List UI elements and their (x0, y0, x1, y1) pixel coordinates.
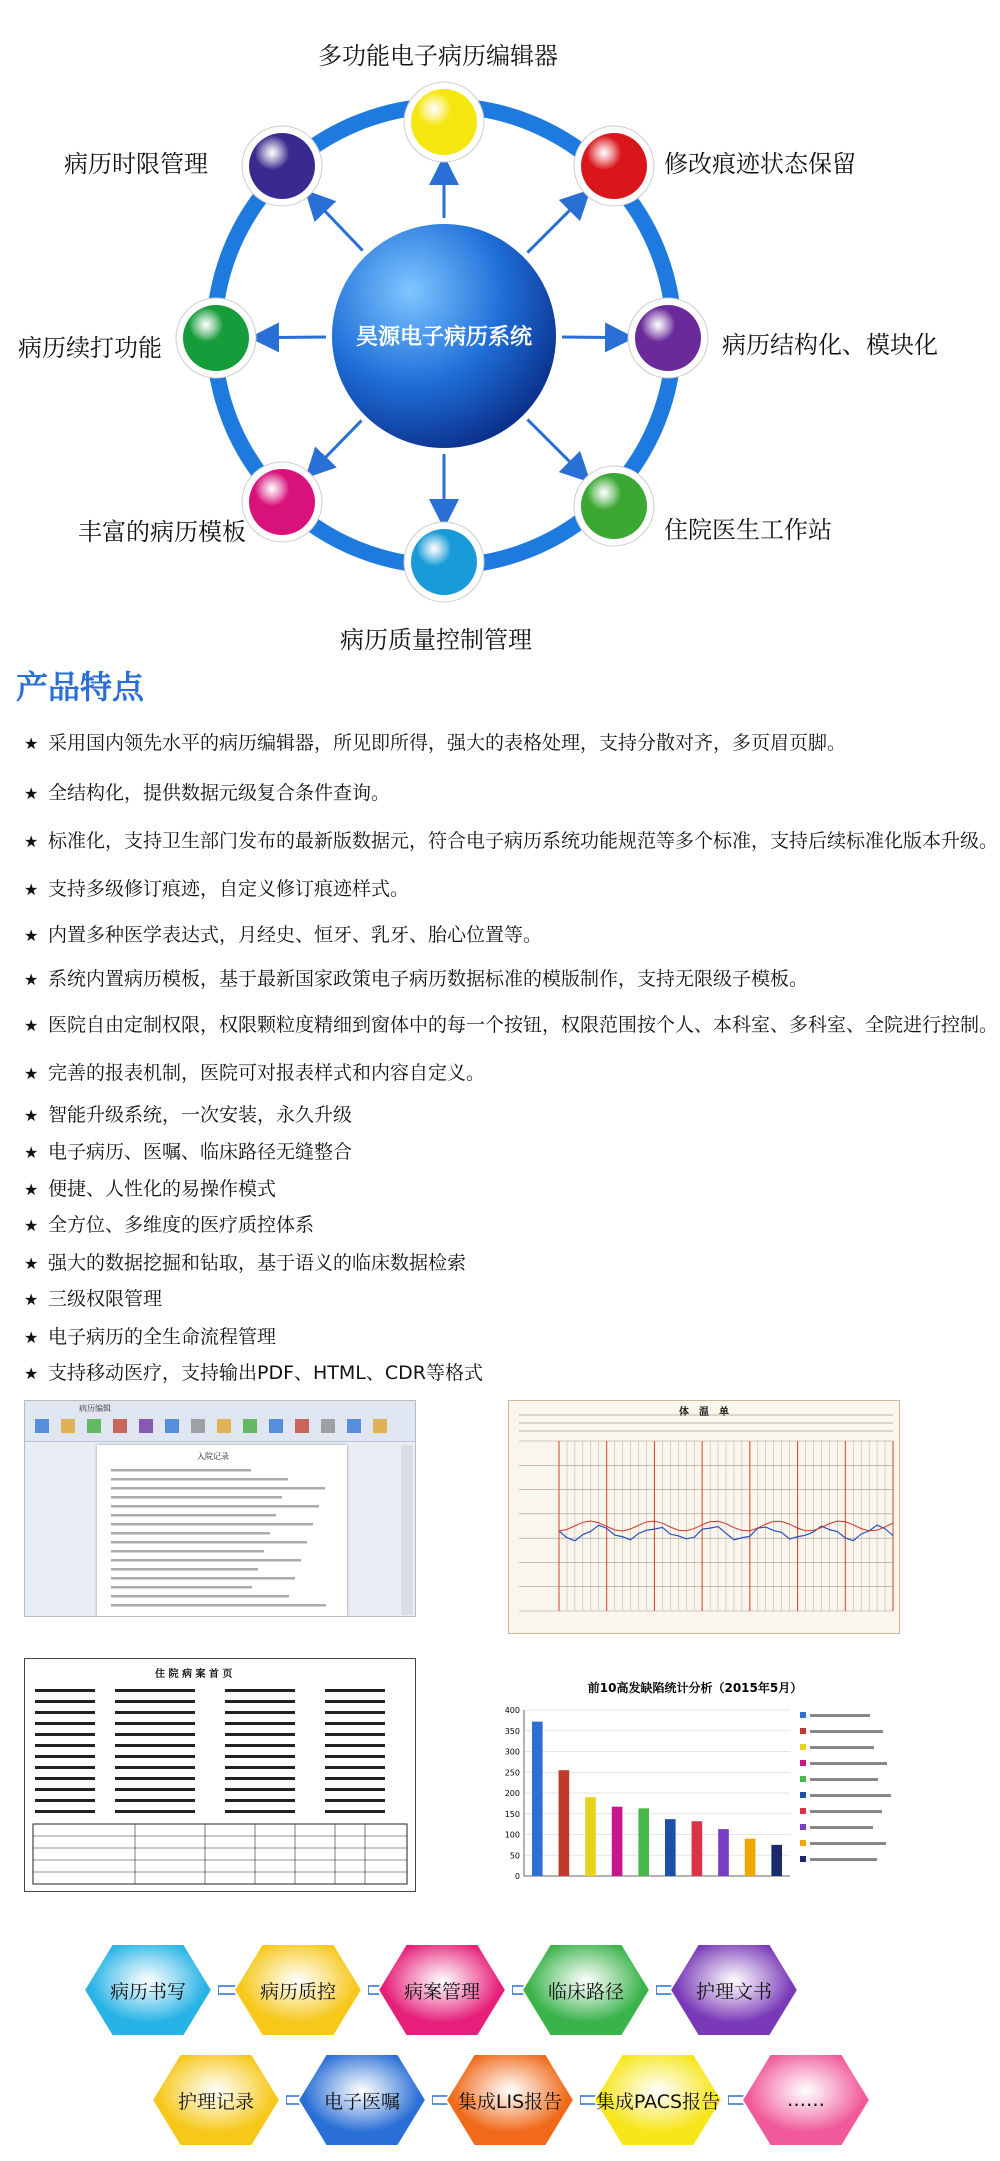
feature-item (24, 826, 998, 853)
star-icon: ★ (24, 1364, 39, 1383)
legend-entry (810, 1826, 873, 1829)
record-value (115, 1700, 195, 1703)
feature-text: 完善的报表机制，医院可对报表样式和内容自定义。 (48, 1062, 486, 1084)
feature-text: 支持移动医疗，支持输出PDF、HTML、CDR等格式 (48, 1362, 483, 1384)
record-value (115, 1722, 195, 1725)
hub-node-label: 病历结构化、模块化 (722, 331, 938, 359)
record-value (325, 1722, 385, 1725)
hub-node-ball (581, 133, 647, 199)
editor-text-line (111, 1541, 307, 1544)
editor-text-line (111, 1469, 251, 1472)
editor-scrollbar[interactable] (401, 1445, 413, 1615)
feature-item (24, 1010, 998, 1037)
editor-page (97, 1445, 347, 1616)
record-label (225, 1777, 295, 1780)
feature-item (24, 1137, 352, 1164)
toolbar-icon (321, 1419, 335, 1433)
y-tick-label: 300 (504, 1747, 520, 1757)
feature-text: 系统内置病历模板，基于最新国家政策电子病历数据标准的模版制作，支持无限级子模板。 (48, 968, 809, 990)
star-icon: ★ (24, 1016, 39, 1035)
workflow-step-label: 集成LIS报告 (457, 2090, 563, 2113)
y-tick-label: 200 (504, 1789, 520, 1798)
hub-center-label: 昊源电子病历系统 (355, 325, 533, 350)
editor-screenshot (24, 1400, 416, 1617)
star-icon: ★ (24, 926, 39, 945)
medical-record-screenshot (24, 1658, 416, 1892)
record-label (225, 1722, 295, 1725)
legend-entry (810, 1794, 891, 1797)
workflow-step-label: 病案管理 (403, 1980, 480, 2003)
star-icon: ★ (24, 970, 39, 989)
feature-item (24, 874, 409, 901)
toolbar-icon (113, 1419, 127, 1433)
star-icon: ★ (24, 832, 39, 851)
y-tick-label: 150 (504, 1809, 520, 1819)
hub-node-ball (411, 529, 477, 595)
feature-text: 标准化，支持卫生部门发布的最新版数据元，符合电子病历系统功能规范等多个标准，支持后续标准化版本升级。 (48, 830, 999, 852)
editor-text-line (111, 1505, 319, 1508)
workflow-step-label: 护理记录 (177, 2090, 254, 2113)
workflow-step-label: …… (787, 2089, 825, 2111)
legend-swatch (800, 1824, 806, 1830)
workflow-step (376, 1942, 508, 2038)
record-value (325, 1700, 385, 1703)
hub-node-label: 病历质量控制管理 (340, 626, 532, 654)
star-icon: ★ (24, 784, 39, 803)
editor-text-line (111, 1496, 282, 1499)
record-label (35, 1799, 95, 1802)
legend-swatch (800, 1856, 806, 1862)
hub-node-label: 丰富的病历模板 (78, 518, 246, 546)
hub-node-label: 病历续打功能 (18, 334, 162, 362)
legend-entry (810, 1730, 883, 1733)
y-tick-label: 100 (504, 1830, 520, 1840)
hub-node-ball (183, 305, 249, 371)
legend-swatch (800, 1760, 806, 1766)
feature-item (24, 920, 542, 947)
legend-entry (810, 1858, 877, 1861)
feature-text: 全结构化，提供数据元级复合条件查询。 (48, 782, 391, 804)
feature-hub-diagram (0, 0, 1000, 654)
workflow-step-label: 临床路径 (547, 1980, 624, 2003)
hub-spoke-arrow (316, 420, 362, 467)
record-value (115, 1689, 195, 1692)
legend-entry (810, 1762, 887, 1765)
bar (638, 1808, 649, 1876)
record-label (225, 1799, 295, 1802)
workflow-step (296, 2052, 428, 2148)
toolbar-icon (347, 1419, 361, 1433)
record-label (35, 1744, 95, 1747)
chart-title: 前10高发缺陷统计分析（2015年5月） (587, 1681, 803, 1695)
feature-text: 全方位、多维度的医疗质控体系 (48, 1214, 315, 1236)
editor-doc-title: 入院记录 (197, 1452, 229, 1461)
feature-item (24, 1174, 276, 1201)
record-value (325, 1711, 385, 1714)
editor-text-line (111, 1514, 276, 1517)
legend-entry (810, 1778, 878, 1781)
record-label (35, 1788, 95, 1791)
feature-item (24, 728, 846, 755)
feature-item (24, 1100, 352, 1127)
record-value (115, 1777, 195, 1780)
bar (559, 1770, 570, 1876)
legend-swatch (800, 1712, 806, 1718)
record-value (115, 1744, 195, 1747)
hub-spoke-arrow (315, 201, 362, 251)
hub-node-ball (581, 473, 647, 539)
feature-text: 电子病历、医嘱、临床路径无缝整合 (48, 1141, 353, 1163)
toolbar-icon (87, 1419, 101, 1433)
record-value (115, 1788, 195, 1791)
record-value (115, 1733, 195, 1736)
record-label (35, 1777, 95, 1780)
star-icon: ★ (24, 1254, 39, 1273)
editor-text-line (111, 1586, 252, 1589)
feature-text: 三级权限管理 (48, 1288, 163, 1310)
feature-text: 支持多级修订痕迹，自定义修订痕迹样式。 (48, 878, 410, 900)
workflow-step-label: 病历质控 (259, 1980, 336, 2003)
hub-spoke-arrow (527, 419, 580, 472)
record-value (115, 1810, 195, 1813)
feature-text: 内置多种医学表达式，月经史、恒牙、乳牙、胎心位置等。 (48, 924, 543, 946)
legend-swatch (800, 1840, 806, 1846)
toolbar-icon (243, 1419, 257, 1433)
record-label (35, 1711, 95, 1714)
legend-entry (810, 1842, 886, 1845)
feature-text: 智能升级系统，一次安装，永久升级 (48, 1104, 353, 1126)
record-label (35, 1766, 95, 1769)
record-label (225, 1700, 295, 1703)
bar (771, 1845, 782, 1876)
editor-text-line (111, 1604, 326, 1607)
temperature-chart-screenshot (508, 1400, 900, 1634)
feature-item (24, 1210, 314, 1237)
legend-entry (810, 1746, 874, 1749)
workflow-step-label: 电子医嘱 (323, 2090, 400, 2113)
record-label (35, 1689, 95, 1692)
legend-swatch (800, 1776, 806, 1782)
hub-node-label: 病历时限管理 (64, 150, 208, 178)
record-value (325, 1788, 385, 1791)
workflow-step (668, 1942, 800, 2038)
toolbar-icon (373, 1419, 387, 1433)
feature-item (24, 1284, 162, 1311)
toolbar-icon (217, 1419, 231, 1433)
defect-bar-chart (490, 1676, 900, 1894)
record-value (325, 1766, 385, 1769)
toolbar-icon (35, 1419, 49, 1433)
y-tick-label: 0 (514, 1872, 520, 1881)
editor-tab: 病历编辑 (79, 1404, 111, 1413)
workflow-step-label: 护理文书 (695, 1980, 772, 2003)
legend-swatch (800, 1728, 806, 1734)
feature-text: 医院自由定制权限，权限颗粒度精细到窗体中的每一个按钮，权限范围按个人、本科室、多科室、全院进行控制。 (48, 1014, 999, 1036)
feature-text: 便捷、人性化的易操作模式 (48, 1178, 277, 1200)
feature-text: 强大的数据挖掘和钻取，基于语义的临床数据检索 (48, 1252, 467, 1274)
toolbar-icon (191, 1419, 205, 1433)
toolbar-icon (165, 1419, 179, 1433)
workflow-step (232, 1942, 364, 2038)
record-label (225, 1788, 295, 1791)
hub-node-label: 多功能电子病历编辑器 (318, 42, 558, 70)
editor-text-line (111, 1487, 325, 1490)
hub-node-label: 修改痕迹状态保留 (664, 150, 856, 178)
star-icon: ★ (24, 880, 39, 899)
workflow-step (592, 2052, 724, 2148)
hub-node-ball (635, 305, 701, 371)
legend-entry (810, 1810, 882, 1813)
record-value (325, 1799, 385, 1802)
record-value (325, 1777, 385, 1780)
star-icon: ★ (24, 1216, 39, 1235)
bar (745, 1839, 756, 1876)
y-tick-label: 250 (504, 1768, 520, 1778)
editor-text-line (111, 1595, 289, 1598)
legend-entry (810, 1714, 870, 1717)
workflow-step (82, 1942, 214, 2038)
toolbar-icon (269, 1419, 283, 1433)
toolbar-icon (295, 1419, 309, 1433)
feature-item (24, 964, 808, 991)
hub-spoke-arrow (527, 200, 580, 253)
record-value (115, 1755, 195, 1758)
record-value (325, 1810, 385, 1813)
record-label (225, 1711, 295, 1714)
toolbar-icon (139, 1419, 153, 1433)
feature-text: 电子病历的全生命流程管理 (48, 1326, 277, 1348)
y-tick-label: 50 (509, 1851, 520, 1861)
workflow-step (740, 2052, 872, 2148)
record-value (325, 1689, 385, 1692)
temperature-chart-title: 体 温 单 (679, 1407, 729, 1418)
bar (612, 1807, 623, 1876)
workflow-step (444, 2052, 576, 2148)
workflow-step-label: 集成PACS报告 (595, 2090, 721, 2113)
record-label (225, 1744, 295, 1747)
record-label (225, 1755, 295, 1758)
star-icon: ★ (24, 1180, 39, 1199)
record-value (325, 1744, 385, 1747)
bar (718, 1829, 729, 1876)
feature-item (24, 1358, 483, 1385)
hub-spoke-arrow (562, 337, 620, 338)
editor-text-line (111, 1550, 264, 1553)
record-label (35, 1733, 95, 1736)
legend-swatch (800, 1744, 806, 1750)
feature-item (24, 1058, 485, 1085)
editor-text-line (111, 1568, 258, 1571)
record-label (35, 1700, 95, 1703)
star-icon: ★ (24, 1064, 39, 1083)
bar (585, 1797, 596, 1876)
hub-node-label: 住院医生工作站 (664, 516, 832, 544)
feature-text: 采用国内领先水平的病历编辑器，所见即所得，强大的表格处理，支持分散对齐，多页眉页脚。 (48, 732, 847, 754)
legend-swatch (800, 1792, 806, 1798)
star-icon: ★ (24, 734, 39, 753)
hub-node-ball (249, 469, 315, 535)
workflow-step-label: 病历书写 (109, 1980, 186, 2003)
record-value (115, 1766, 195, 1769)
star-icon: ★ (24, 1290, 39, 1309)
record-value (115, 1711, 195, 1714)
record-label (225, 1766, 295, 1769)
record-label (225, 1810, 295, 1813)
hub-spoke-arrow (264, 337, 326, 338)
feature-item (24, 1322, 276, 1349)
bar (532, 1722, 543, 1876)
feature-item (24, 778, 390, 805)
y-tick-label: 400 (504, 1706, 520, 1715)
record-value (115, 1799, 195, 1802)
record-label (35, 1810, 95, 1813)
star-icon: ★ (24, 1143, 39, 1162)
bar (692, 1821, 703, 1876)
star-icon: ★ (24, 1328, 39, 1347)
editor-text-line (111, 1478, 288, 1481)
workflow-step (150, 2052, 282, 2148)
record-value (325, 1755, 385, 1758)
legend-swatch (800, 1808, 806, 1814)
y-tick-label: 350 (504, 1726, 520, 1736)
record-table (33, 1824, 407, 1884)
editor-text-line (111, 1577, 295, 1580)
record-label (225, 1733, 295, 1736)
editor-text-line (111, 1523, 313, 1526)
medical-record-title: 住 院 病 案 首 页 (155, 1669, 233, 1680)
feature-item (24, 1248, 466, 1275)
hub-node-ball (411, 89, 477, 155)
bar (665, 1819, 676, 1876)
editor-text-line (111, 1559, 301, 1562)
editor-toolbar-icons (31, 1415, 411, 1437)
features-title: 产品特点 (16, 668, 145, 706)
record-label (35, 1722, 95, 1725)
record-label (35, 1755, 95, 1758)
star-icon: ★ (24, 1106, 39, 1125)
record-value (325, 1733, 385, 1736)
workflow-step (520, 1942, 652, 2038)
toolbar-icon (61, 1419, 75, 1433)
record-label (225, 1689, 295, 1692)
hub-node-ball (249, 133, 315, 199)
editor-text-line (111, 1532, 270, 1535)
